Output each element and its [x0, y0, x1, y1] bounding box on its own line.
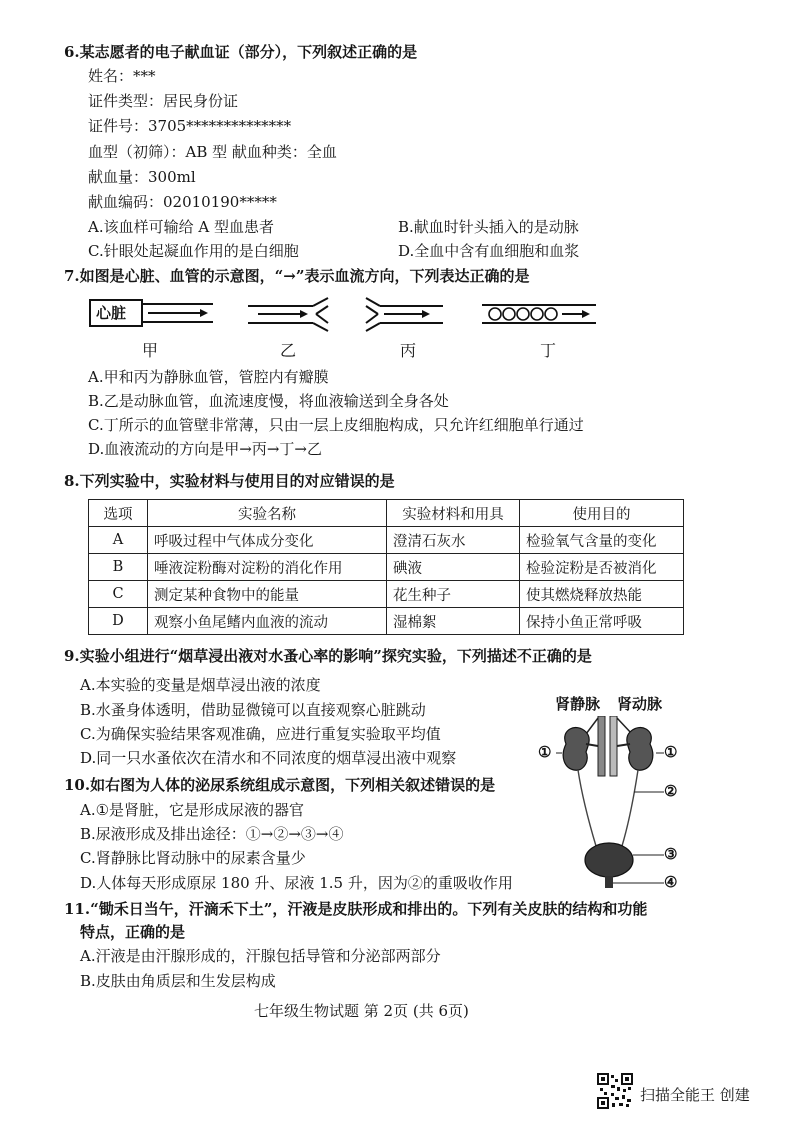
marker-1-left: ① — [538, 743, 552, 761]
vessel-bing — [366, 298, 443, 331]
table-cell: 检验淀粉是否被消化 — [520, 554, 684, 581]
label-bing: 丙 — [400, 341, 417, 360]
q10-option-c: C.肾静脉比肾动脉中的尿素含量少 — [80, 849, 306, 867]
table-row — [89, 581, 684, 608]
heart-box-label: 心脏 — [96, 304, 127, 322]
qr-code-icon — [597, 1073, 633, 1109]
table-cell: 测定某种食物中的能量 — [148, 581, 387, 608]
q11-stem-line2: 特点，正确的是 — [80, 923, 186, 941]
q6-stem: 6.某志愿者的电子献血证（部分），下列叙述正确的是 — [64, 43, 418, 61]
label-ding: 丁 — [540, 341, 557, 360]
q9-stem: 9.实验小组进行“烟草浸出液对水蚤心率的影响”探究实验，下列描述不正确的是 — [64, 647, 592, 665]
q6-field-id-number: 证件号：3705************** — [88, 117, 292, 135]
q10-option-a: A.①是肾脏，它是形成尿液的器官 — [80, 801, 305, 819]
table-cell: 湿棉絮 — [387, 608, 520, 635]
table-cell: 澄清石灰水 — [387, 527, 520, 554]
label-yi: 乙 — [280, 341, 297, 360]
marker-2: ② — [664, 782, 678, 800]
q11-stem-line1: 11.“锄禾日当午，汗滴禾下土”，汗液是皮肤形成和排出的。下列有关皮肤的结构和功能 — [64, 900, 648, 918]
q7-option-d: D.血液流动的方向是甲→丙→丁→乙 — [88, 440, 322, 458]
urinary-system-diagram — [556, 716, 666, 892]
table-cell: B — [89, 554, 148, 581]
q11-option-b: B.皮肤由角质层和生发层构成 — [80, 972, 276, 990]
q9-option-a: A.本实验的变量是烟草浸出液的浓度 — [80, 676, 321, 694]
vessel-yi — [248, 298, 328, 331]
table-row — [89, 608, 684, 635]
q7-option-c: C.丁所示的血管壁非常薄，只由一层上皮细胞构成，只允许红细胞单行通过 — [88, 416, 584, 434]
header-material: 实验材料和用具 — [387, 500, 520, 527]
page-footer: 七年级生物试题 第 2页 (共 6页) — [254, 1002, 469, 1020]
q10-option-b: B.尿液形成及排出途径：①→②→③→④ — [80, 825, 344, 843]
table-cell: 唾液淀粉酶对淀粉的消化作用 — [148, 554, 387, 581]
table-row — [89, 527, 684, 554]
table-cell: 碘液 — [387, 554, 520, 581]
q6-option-d: D.全血中含有血细胞和血浆 — [398, 242, 580, 260]
q6-field-id-type: 证件类型：居民身份证 — [88, 92, 239, 110]
header-option: 选项 — [89, 500, 148, 527]
q6-field-name: 姓名：*** — [88, 67, 156, 85]
scanner-watermark: 扫描全能王 创建 — [640, 1086, 750, 1104]
q6-option-a: A.该血样可输给 A 型血患者 — [88, 218, 274, 236]
table-cell: D — [89, 608, 148, 635]
q9-option-c: C.为确保实验结果客观准确，应进行重复实验取平均值 — [80, 725, 441, 743]
q6-option-c: C.针眼处起凝血作用的是白细胞 — [88, 242, 299, 260]
q7-option-b: B.乙是动脉血管，血流速度慢，将血液输送到全身各处 — [88, 392, 449, 410]
vessel-ding — [482, 305, 596, 323]
q9-option-d: D.同一只水蚤依次在清水和不同浓度的烟草浸出液中观察 — [80, 749, 457, 767]
q10-option-d: D.人体每天形成原尿 180 升、尿液 1.5 升，因为②的重吸收作用 — [80, 874, 513, 892]
table-cell: 保持小鱼正常呼吸 — [520, 608, 684, 635]
label-jia: 甲 — [142, 341, 159, 360]
q6-option-b: B.献血时针头插入的是动脉 — [398, 218, 579, 236]
table-cell: C — [89, 581, 148, 608]
table-cell: 呼吸过程中气体成分变化 — [148, 527, 387, 554]
q9-option-b: B.水蚤身体透明，借助显微镜可以直接观察心脏跳动 — [80, 701, 426, 719]
q6-field-code: 献血编码：02010190***** — [88, 193, 277, 211]
q11-option-a: A.汗液是由汗腺形成的，汗腺包括导管和分泌部两部分 — [80, 947, 441, 965]
header-purpose: 使用目的 — [520, 500, 684, 527]
table-row — [89, 554, 684, 581]
vessel-diagram — [88, 296, 628, 340]
table-cell: 使其燃烧释放热能 — [520, 581, 684, 608]
table-header-row — [89, 500, 684, 527]
q10-stem: 10.如右图为人体的泌尿系统组成示意图，下列相关叙述错误的是 — [64, 776, 496, 794]
header-experiment: 实验名称 — [148, 500, 387, 527]
renal-artery-label: 肾动脉 — [617, 695, 663, 713]
table-cell: A — [89, 527, 148, 554]
table-cell: 花生种子 — [387, 581, 520, 608]
marker-4: ④ — [664, 873, 678, 891]
q6-field-volume: 献血量：300ml — [88, 168, 196, 186]
q8-stem: 8.下列实验中，实验材料与使用目的对应错误的是 — [64, 472, 395, 490]
table-cell: 观察小鱼尾鳍内血液的流动 — [148, 608, 387, 635]
marker-1-right: ① — [664, 743, 678, 761]
table-cell: 检验氧气含量的变化 — [520, 527, 684, 554]
q7-option-a: A.甲和丙为静脉血管，管腔内有瓣膜 — [88, 368, 329, 386]
q7-stem: 7.如图是心脏、血管的示意图，“→”表示血流方向，下列表达正确的是 — [64, 267, 530, 285]
marker-3: ③ — [664, 845, 678, 863]
q6-field-blood-type: 血型（初筛）：AB 型 献血种类：全血 — [88, 143, 337, 161]
experiment-table — [88, 499, 684, 635]
renal-vein-label: 肾静脉 — [555, 695, 601, 713]
